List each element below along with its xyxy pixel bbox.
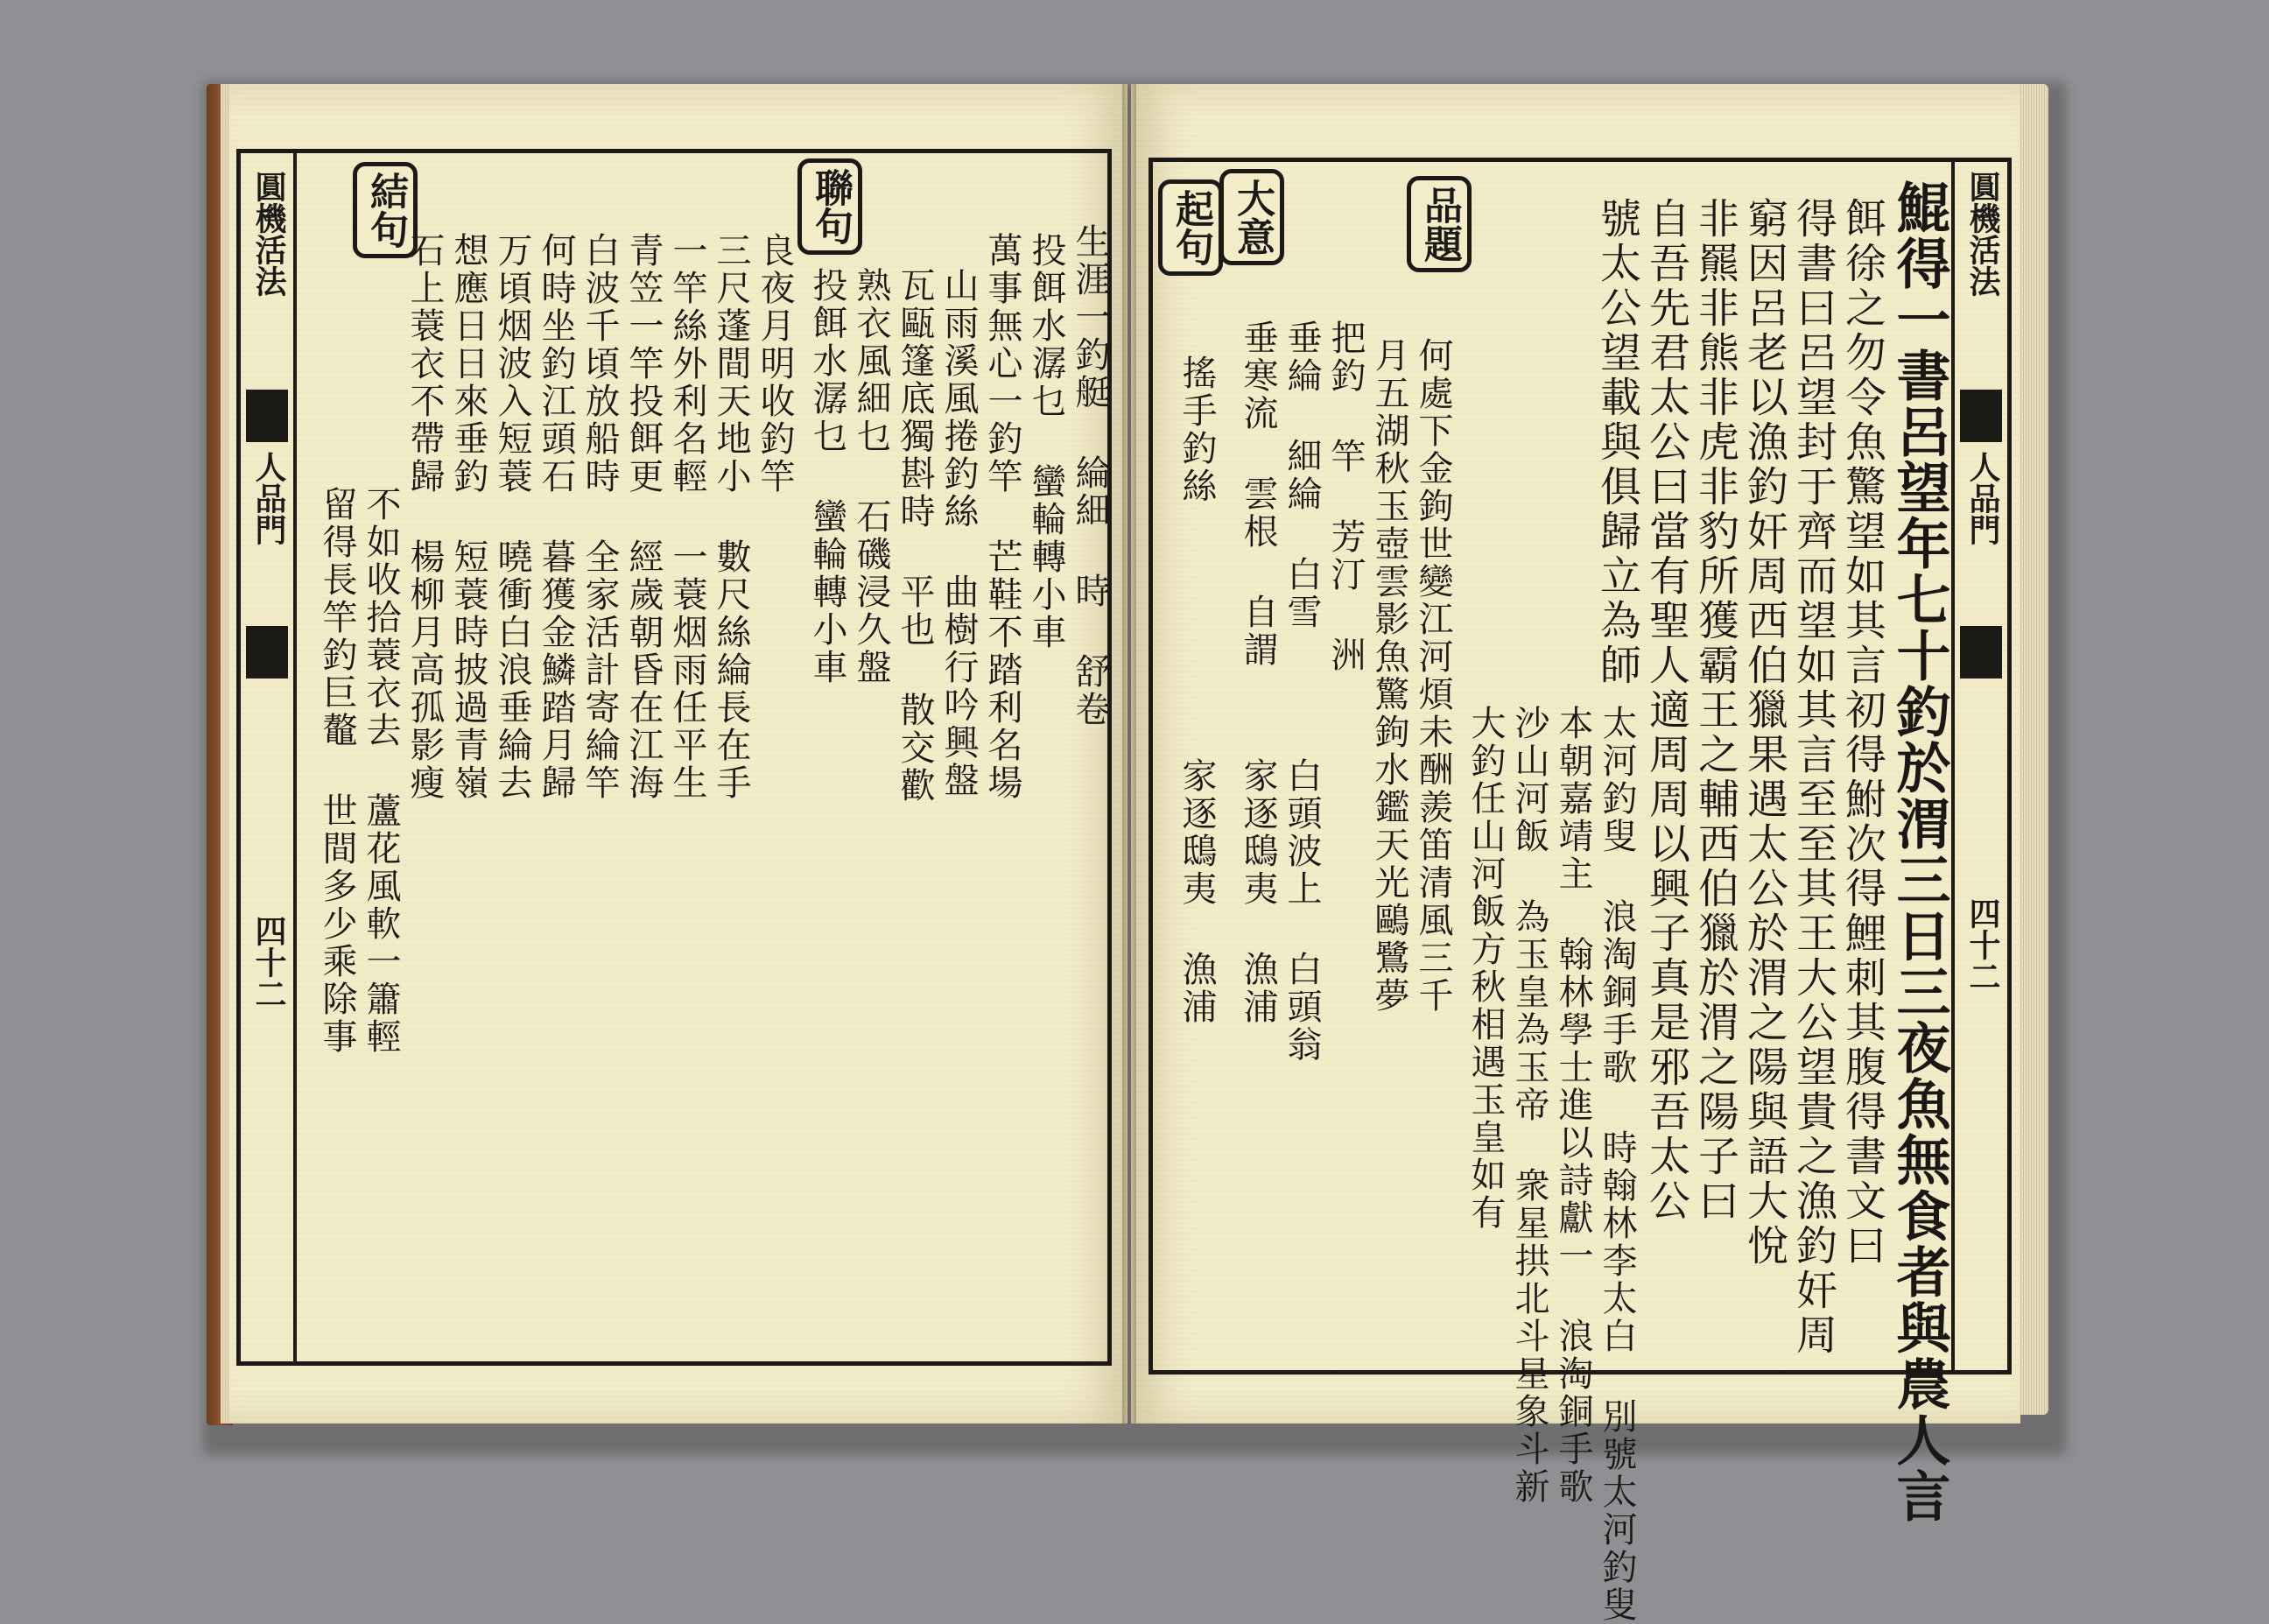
- book-gutter: [1122, 84, 1136, 1424]
- spine-section: 人品門: [250, 451, 287, 545]
- text-column: 白波千頃放船時 全家活計寄綸竿: [580, 232, 620, 802]
- text-column: 自吾先君太公曰當有聖人適周周以興子真是邪吾太公: [1642, 197, 1690, 1224]
- text-column: 投餌水潺乜 蠻輪轉小車: [807, 267, 847, 686]
- text-column: 垂綸 細綸 白雪: [1282, 320, 1322, 631]
- text-column: 得書曰呂望封于齊而望如其言至至其王大公望貴之漁釣奸周: [1789, 197, 1837, 1358]
- text-column: 月五湖秋玉壺雲影魚驚鉤水鑑天光鷗鷺夢: [1369, 337, 1409, 1015]
- fish-tail-mark: [1960, 626, 2002, 678]
- tai-yi-badge: 大意: [1219, 169, 1284, 265]
- text-column: 搖手釣絲: [1177, 355, 1217, 505]
- pin-ti-badge: 品題: [1407, 176, 1472, 272]
- fish-tail-mark: [246, 626, 288, 678]
- text-column: 非羆非熊非虎非豹所獲霸王之輔西伯獵於渭之陽子曰: [1691, 197, 1739, 1224]
- text-column: 生涯一釣艇 綸細 時 舒卷: [1070, 223, 1110, 728]
- text-column: 萬事無心一釣竿 芒鞋不踏利名場: [982, 232, 1022, 802]
- lian-ju-badge: 聯句: [797, 158, 862, 255]
- qi-ju-badge: 起句: [1158, 179, 1223, 276]
- text-column: 家逐鴟夷 漁浦: [1238, 757, 1278, 1026]
- fish-tail-mark: [246, 390, 288, 442]
- spine-title: 圓機活法: [250, 171, 287, 297]
- text-column: 一竿絲外利名輕 一蓑烟雨任平生: [667, 232, 707, 802]
- text-column: 良夜月明收釣竿: [755, 232, 795, 496]
- text-column: 窮因呂老以漁釣奸周西伯獵果遇太公於渭之陽與語大悅: [1740, 197, 1788, 1269]
- text-column: 熟衣風細乜 石磯浸久盤: [851, 267, 891, 686]
- text-column: 不如收拾蓑衣去 蘆花風軟一簫輕: [361, 486, 401, 1056]
- text-column: 三尺蓬間天地小 數尺絲綸長在手: [711, 232, 751, 802]
- text-column: 何處下金鉤世變江河煩未酬羨笛清風三千: [1413, 337, 1453, 1015]
- text-column: 瓦甌篷底獨斟時 平也 散交歡: [895, 267, 935, 805]
- text-column: 想應日日來垂釣 短蓑時披過青嶺: [448, 232, 488, 802]
- spine-title: 圓機活法: [1964, 171, 2001, 297]
- text-column: 本朝嘉靖主 翰林學士進以詩獻一 浪淘銅手歌: [1553, 705, 1593, 1506]
- text-column: 號太公望載與俱歸立為師: [1593, 197, 1641, 688]
- text-column: 青笠一竿投餌更 經歲朝昏在江海: [623, 232, 664, 802]
- text-column: 投餌水潺乜 蠻輪轉小車: [1026, 232, 1066, 651]
- text-column: 万頃烟波入短蓑 曉衝白浪垂綸去: [492, 232, 532, 802]
- fish-tail-mark: [1960, 390, 2002, 442]
- text-column: 沙山河飯 為玉皇為玉帝 衆星拱北斗星象斗新: [1509, 705, 1549, 1506]
- text-column: 留得長竿釣巨鼇 世間多少乘除事: [317, 486, 357, 1056]
- text-column: 家逐鴟夷 漁浦: [1177, 757, 1217, 1026]
- text-column: 石上蓑衣不帶歸 楊柳月高孤影瘦: [404, 232, 445, 802]
- entry-heading: 鯤得一書呂望年七十釣於渭三日三夜魚無食者與農人言: [1887, 179, 1951, 1524]
- folio-number: 四十二: [250, 915, 287, 1009]
- text-column: 太河釣叟 浪淘銅手歌 時翰林李太白 別號太河釣叟: [1597, 705, 1637, 1624]
- text-column: 白頭波上 白頭翁: [1282, 757, 1322, 1064]
- text-column: 山雨溪風捲釣絲 曲樹行吟興盤: [938, 267, 979, 799]
- spine-section: 人品門: [1964, 451, 2001, 545]
- text-column: 把釣 竿 芳汀 洲: [1325, 320, 1366, 674]
- left-spine-column: [241, 153, 297, 1361]
- text-column: 大釣任山河飯方秋相遇玉皇如有: [1465, 705, 1506, 1232]
- folio-number: 四十二: [1964, 897, 2001, 992]
- left-page-frame: [236, 149, 1112, 1366]
- text-column: 何時坐釣江頭石 暮獲金鱗踏月歸: [536, 232, 576, 802]
- right-page-frame: [1149, 158, 2012, 1624]
- jie-ju-badge: 結句: [353, 162, 418, 258]
- right-spine-column: [1951, 162, 2007, 1370]
- text-column: 垂寒流 雲根 自謂: [1238, 320, 1278, 669]
- text-column: 餌徐之勿令魚驚望如其言初得鮒次得鯉刺其腹得書文曰: [1838, 197, 1886, 1269]
